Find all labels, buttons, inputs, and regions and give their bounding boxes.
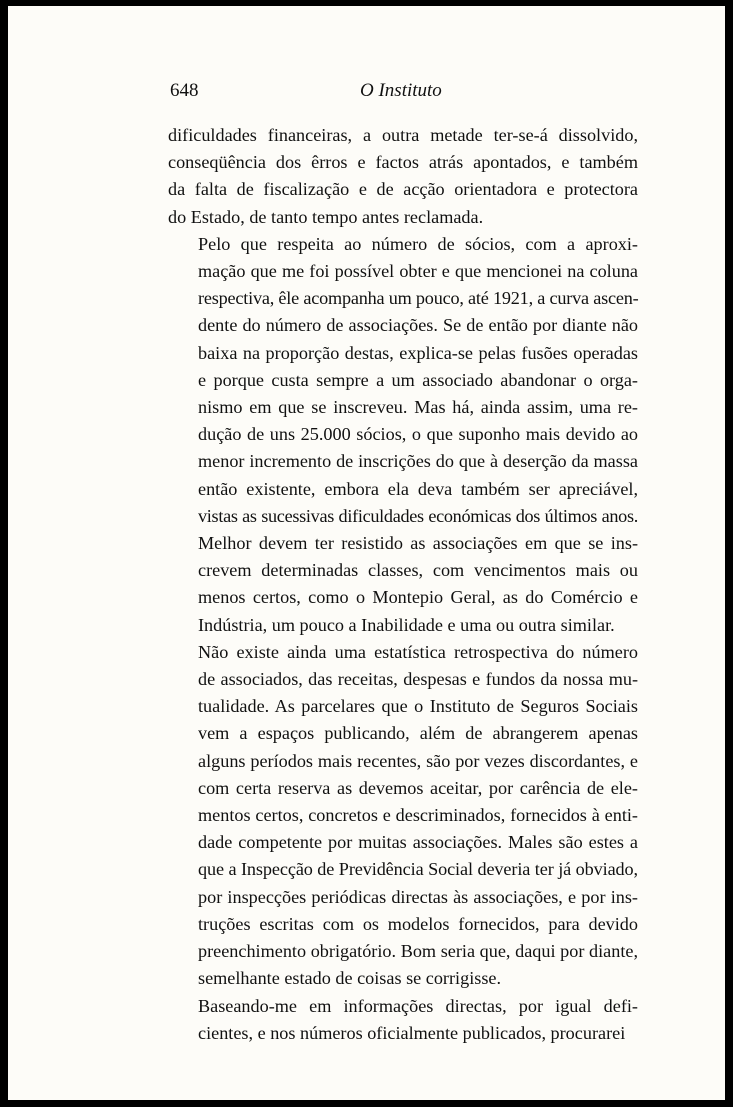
text-line: cientes, e nos números oficialmente publicados, procurarei bbox=[198, 1022, 626, 1043]
text-line: nismo em que se inscreveu. Mas há, ainda assim, uma re- bbox=[198, 397, 638, 418]
text-line: Melhor devem ter resistido as associações em que se ins- bbox=[198, 533, 638, 554]
text-line: dificuldades financeiras, a outra metade ter-se-á dissolvido, bbox=[168, 125, 638, 145]
book-page bbox=[8, 6, 725, 1100]
body-text bbox=[168, 122, 638, 1047]
text-line: que a Inspecção de Previdência Social deveria ter já obviado, bbox=[198, 859, 638, 880]
text-line: dente do número de associações. Se de então por diante não bbox=[198, 315, 638, 336]
text-line: mação que me foi possível obter e que mencionei na coluna bbox=[198, 261, 638, 282]
text-line: por inspecções periódicas directas às associações, e por ins- bbox=[198, 886, 638, 907]
text-line: semelhante estado de coisas se corrigisse. bbox=[198, 968, 502, 989]
text-line: conseqüência dos êrros e factos atrás apontados, e também bbox=[168, 152, 638, 173]
page-number: 648 bbox=[170, 80, 199, 101]
text-line: de associados, das receitas, despesas e fundos da nossa mu- bbox=[198, 669, 638, 690]
text-line: tualidade. As parcelares que o Instituto de Seguros Sociais bbox=[198, 696, 638, 717]
running-title: O Instituto bbox=[360, 80, 442, 101]
text-line: preenchimento obrigatório. Bom seria que, daqui por diante, bbox=[198, 941, 638, 962]
paragraph bbox=[168, 639, 638, 993]
page-header bbox=[170, 76, 637, 106]
text-line: vistas as sucessivas dificuldades económicas dos últimos anos. bbox=[198, 505, 638, 526]
text-line: dução de uns 25.000 sócios, o que suponho mais devido ao bbox=[198, 424, 638, 445]
text-line: crevem determinadas classes, com vencimentos mais ou bbox=[198, 560, 638, 581]
text-line: com certa reserva as devemos aceitar, por carência de ele- bbox=[198, 777, 638, 798]
text-line: Baseando-me em informações directas, por igual defi- bbox=[198, 995, 638, 1016]
text-line: alguns períodos mais recentes, são por vezes discordantes, e bbox=[198, 750, 638, 771]
text-line: vem a espaços publicando, além de abrangerem apenas bbox=[198, 723, 638, 744]
text-line: mentos certos, concretos e descriminados, fornecidos à enti- bbox=[198, 805, 638, 826]
paragraph bbox=[168, 231, 638, 639]
paragraph bbox=[168, 993, 638, 1047]
text-line: dade competente por muitas associações. Males são estes a bbox=[198, 832, 638, 853]
text-line: da falta de fiscalização e de acção orientadora e protectora bbox=[168, 179, 638, 200]
text-line: do Estado, de tanto tempo antes reclamada. bbox=[168, 206, 484, 227]
text-line: menos certos, como o Montepio Geral, as do Comércio e bbox=[198, 587, 638, 608]
paragraph bbox=[168, 122, 638, 231]
text-line: Não existe ainda uma estatística retrospectiva do número bbox=[198, 641, 638, 662]
text-line: respectiva, êle acompanha um pouco, até 1921, a curva ascen- bbox=[198, 288, 639, 309]
text-line: menor incremento de inscrições do que à deserção da massa bbox=[198, 451, 638, 472]
text-line: truções escritas com os modelos fornecidos, para devido bbox=[198, 913, 638, 934]
text-line: então existente, embora ela deva também ser apreciável, bbox=[198, 478, 638, 499]
text-line: Indústria, um pouco a Inabilidade e uma ou outra similar. bbox=[198, 614, 615, 635]
text-line: Pelo que respeita ao número de sócios, com a aproxi- bbox=[198, 233, 638, 254]
text-line: baixa na proporção destas, explica-se pelas fusões operadas bbox=[198, 342, 638, 363]
text-line: e porque custa sempre a um associado abandonar o orga- bbox=[198, 369, 638, 390]
